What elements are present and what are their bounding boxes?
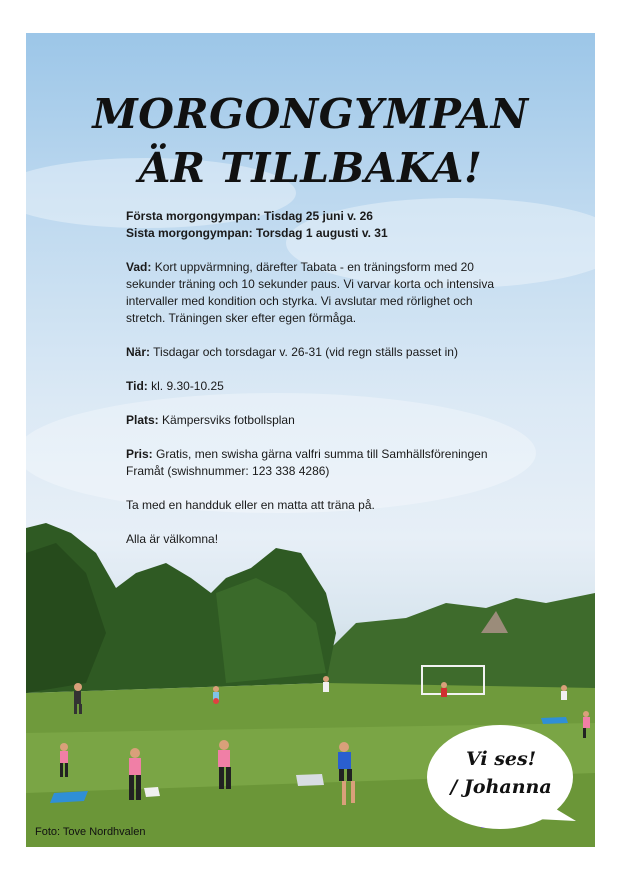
last-session bbox=[126, 225, 506, 242]
title-line-2: ÄR TILLBAKA! bbox=[138, 144, 483, 192]
photo-credit: Foto: Tove Nordhvalen bbox=[35, 826, 146, 838]
first-session bbox=[126, 208, 506, 225]
event-details bbox=[126, 208, 506, 565]
place-section bbox=[126, 412, 506, 429]
place-text: Kämpersviks fotbollsplan bbox=[162, 413, 295, 427]
when-text: Tisdagar och torsdagar v. 26-31 (vid regn ställs passet in) bbox=[153, 345, 458, 359]
what-text: Kort uppvärmning, därefter Tabata - en träningsform med 20 sekunder träning och 10 sekunder paus. Vi varvar korta och intensiva intervaller med kondition och styrka. Vi avslutar med rörlighet och stretch. Träningen sker efter egen förmåga. bbox=[126, 260, 494, 325]
price-text: Gratis, men swisha gärna valfri summa till Samhällsföreningen Framåt (swishnummer: 123 338 4286) bbox=[126, 447, 488, 478]
first-session-label: Första morgongympan: bbox=[126, 209, 261, 223]
poster bbox=[26, 33, 595, 847]
bubble-line-2: / Johanna bbox=[450, 776, 552, 798]
what-section bbox=[126, 259, 506, 327]
last-session-value: Torsdag 1 augusti v. 31 bbox=[256, 226, 388, 240]
time-section bbox=[126, 378, 506, 395]
bubble-line-1: Vi ses! bbox=[465, 748, 537, 770]
speech-bubble-text bbox=[426, 745, 576, 801]
price-section bbox=[126, 446, 506, 480]
page-title bbox=[26, 87, 595, 195]
bring-text: Ta med en handduk eller en matta att träna på. bbox=[126, 498, 375, 512]
place-label: Plats: bbox=[126, 413, 159, 427]
what-label: Vad: bbox=[126, 260, 152, 274]
time-text: kl. 9.30-10.25 bbox=[151, 379, 224, 393]
when-section bbox=[126, 344, 506, 361]
first-session-value: Tisdag 25 juni v. 26 bbox=[264, 209, 373, 223]
title-line-1: MORGONGYMPAN bbox=[92, 90, 529, 138]
last-session-label: Sista morgongympan: bbox=[126, 226, 253, 240]
time-label: Tid: bbox=[126, 379, 148, 393]
welcome-text: Alla är välkomna! bbox=[126, 532, 219, 546]
price-label: Pris: bbox=[126, 447, 153, 461]
when-label: När: bbox=[126, 345, 151, 359]
